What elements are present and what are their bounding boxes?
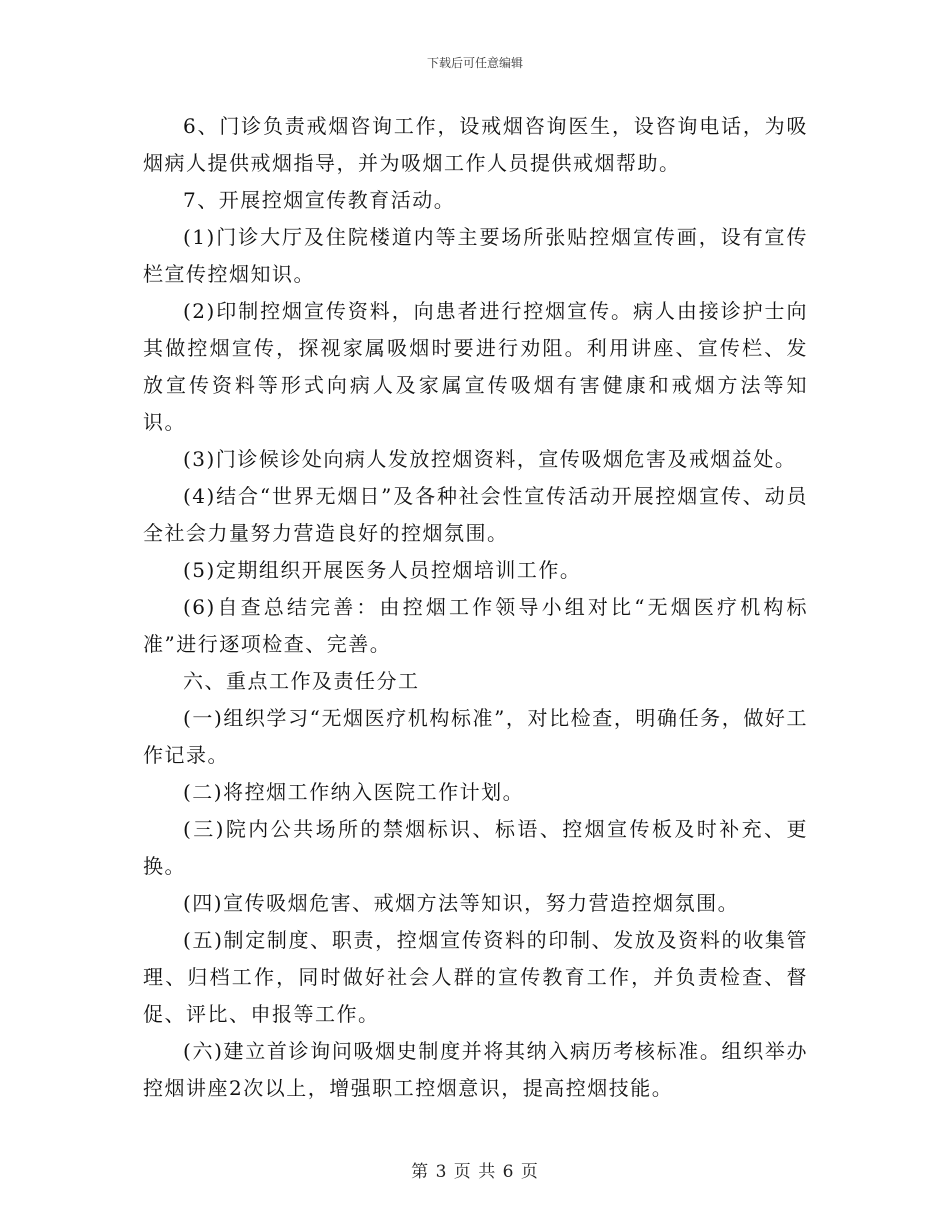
paragraph: (二)将控烟工作纳入医院工作计划。 — [183, 780, 525, 804]
paragraph: (四)宣传吸烟危害、戒烟方法等知识，努力营造控烟氛围。 — [183, 891, 740, 915]
paragraph: (1)门诊大厅及住院楼道内等主要场所张贴控烟宣传画，设有宣传栏宣传控烟知识。 — [143, 225, 808, 286]
document-body — [143, 108, 808, 1107]
paragraph: (2)印制控烟宣传资料，向患者进行控烟宣传。病人由接诊护士向其做控烟宣传，探视家属吸烟时要进行劝阻。利用讲座、宣传栏、发放宣传资料等形式向病人及家属宣传吸烟有害健康和戒烟方法等知识。 — [143, 299, 808, 434]
paragraph: 6、门诊负责戒烟咨询工作，设戒烟咨询医生，设咨询电话，为吸烟病人提供戒烟指导，并为吸烟工作人员提供戒烟帮助。 — [143, 114, 808, 175]
page-header: 下载后可任意编辑 — [426, 56, 523, 70]
paragraph: (3)门诊候诊处向病人发放控烟资料，宣传吸烟危害及戒烟益处。 — [183, 447, 797, 471]
page-number: 第 3 页 共 6 页 — [411, 1162, 539, 1182]
paragraph: (4)结合“世界无烟日”及各种社会性宣传活动开展控烟宣传、动员全社会力量努力营造良好的控烟氛围。 — [143, 484, 808, 545]
paragraph: (6)自查总结完善：由控烟工作领导小组对比“无烟医疗机构标准”进行逐项检查、完善。 — [143, 595, 808, 656]
paragraph: (一)组织学习“无烟医疗机构标准”，对比检查，明确任务，做好工作记录。 — [143, 706, 808, 767]
paragraph: (五)制定制度、职责，控烟宣传资料的印制、发放及资料的收集管理、归档工作，同时做好社会人群的宣传教育工作，并负责检查、督促、评比、申报等工作。 — [143, 928, 808, 1026]
paragraph: (六)建立首诊询问吸烟史制度并将其纳入病历考核标准。组织举办控烟讲座2次以上，增强职工控烟意识，提高控烟技能。 — [143, 1039, 808, 1100]
paragraph: (5)定期组织开展医务人员控烟培训工作。 — [183, 558, 582, 582]
paragraph: (三)院内公共场所的禁烟标识、标语、控烟宣传板及时补充、更换。 — [143, 817, 808, 878]
paragraph: 7、开展控烟宣传教育活动。 — [183, 188, 456, 212]
section-heading: 六、重点工作及责任分工 — [183, 669, 420, 693]
